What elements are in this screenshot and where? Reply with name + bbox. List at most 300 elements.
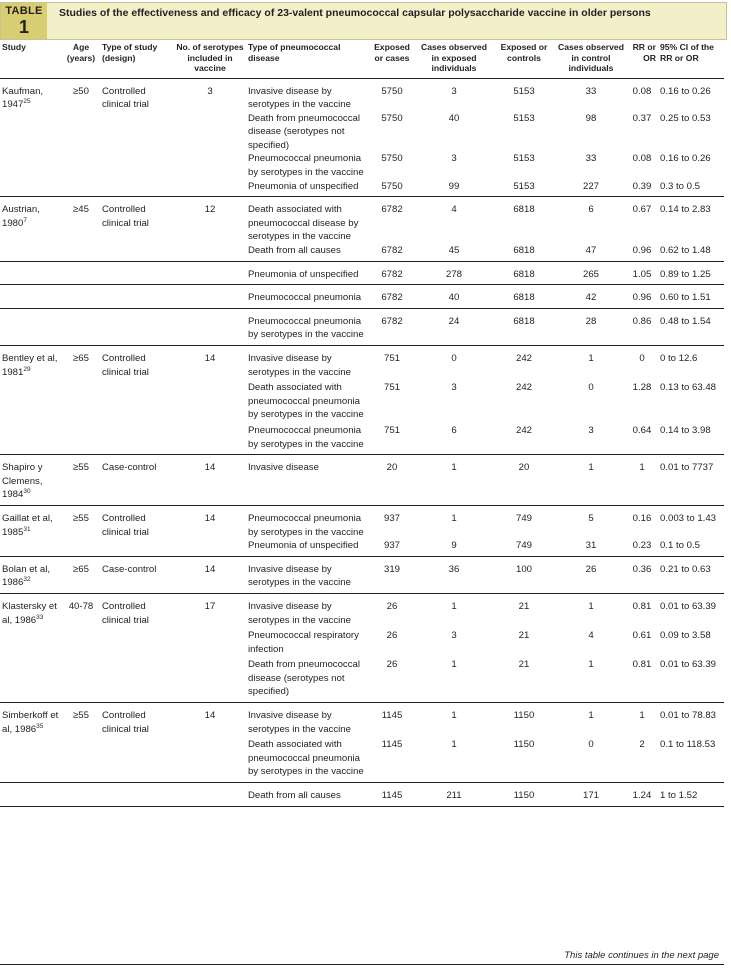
ci-cell: 0.1 to 118.53 — [658, 736, 724, 782]
serotypes-cell — [174, 783, 246, 807]
exposed-controls-cell: 5153 — [513, 112, 535, 124]
study-name: Austrian, 1980 — [2, 204, 40, 229]
col-study: Study — [0, 42, 62, 78]
observed-controls-cell: 1 — [556, 455, 626, 506]
ci-cell: 0.01 to 78.83 — [660, 710, 717, 722]
exposed-controls-cell: 5153 — [513, 153, 535, 165]
exposed-controls-cell: 242 — [515, 353, 532, 364]
observed-exposed-cell: 24 — [416, 308, 492, 345]
serotypes-cell: 14 — [204, 710, 216, 722]
table-row — [0, 346, 724, 380]
disease-cell: Pneumococcal pneumonia by serotypes in the vaccine — [248, 153, 364, 179]
observed-controls-cell: 1 — [556, 656, 626, 702]
table-row — [0, 285, 724, 309]
exposed-cases-cell: 1145 — [368, 783, 416, 807]
observed-exposed-cell: 1 — [416, 455, 492, 506]
ci-cell: 0.01 to 63.39 — [658, 656, 724, 702]
age-cell: ≥50 — [73, 85, 89, 97]
study-name: Kaufman, 1947 — [2, 85, 44, 111]
table-row — [0, 112, 724, 153]
disease-cell: Death from all causes — [246, 783, 368, 807]
observed-controls-cell: 227 — [556, 180, 626, 197]
table-row — [0, 455, 724, 506]
disease-cell: Pneumococcal pneumonia — [246, 285, 368, 309]
observed-controls-cell: 98 — [585, 112, 597, 124]
ci-cell: 0.25 to 0.53 — [660, 112, 711, 124]
exposed-cases-cell: 6782 — [368, 244, 416, 261]
rr-cell: 1 — [626, 455, 658, 506]
study-cell — [0, 346, 62, 380]
bottom-rule — [0, 964, 724, 965]
ci-cell: 0.21 to 0.63 — [658, 556, 724, 593]
header-row — [0, 42, 724, 78]
disease-cell: Invasive disease by serotypes in the vaccine — [246, 556, 368, 593]
age-cell — [62, 783, 100, 807]
rr-cell: 0.61 — [632, 630, 652, 642]
study-cell — [0, 736, 62, 782]
table-row — [0, 736, 724, 782]
study-type-cell — [100, 539, 174, 556]
serotypes-cell — [174, 656, 246, 702]
table-row — [0, 78, 724, 112]
observed-controls-cell: 4 — [588, 630, 594, 642]
table-row — [0, 261, 724, 285]
exposed-cases-cell: 5750 — [368, 180, 416, 197]
study-cell — [0, 556, 62, 593]
study-cell — [0, 379, 62, 422]
exposed-cases-cell: 1145 — [381, 710, 403, 722]
ci-cell: 0.14 to 2.83 — [660, 204, 711, 216]
observed-controls-cell: 31 — [556, 539, 626, 556]
table-row — [0, 627, 724, 656]
reference-number: 30 — [23, 488, 31, 496]
exposed-controls-cell: 1150 — [513, 710, 535, 722]
col-ci: 95% CI of the RR or OR — [658, 42, 724, 78]
exposed-cases-cell: 26 — [386, 600, 398, 612]
observed-exposed-cell: 1 — [451, 600, 457, 612]
study-type-cell: Controlled clinical trial — [102, 204, 149, 229]
exposed-cases-cell: 751 — [383, 382, 400, 394]
exposed-controls-cell: 20 — [492, 455, 556, 506]
study-type-cell: Case-control — [100, 455, 174, 506]
study-type-cell — [100, 308, 174, 345]
serotypes-cell: 3 — [207, 85, 213, 97]
study-type-cell: Controlled clinical trial — [102, 710, 149, 735]
observed-exposed-cell: 36 — [416, 556, 492, 593]
study-type-cell — [100, 783, 174, 807]
reference-number: 32 — [23, 576, 31, 584]
disease-cell: Death from all causes — [246, 244, 368, 261]
study-type-cell: Controlled clinical trial — [102, 512, 149, 538]
observed-exposed-cell: 1 — [416, 736, 492, 782]
serotypes-cell — [174, 261, 246, 285]
study-cell — [0, 285, 62, 309]
age-cell: ≥45 — [73, 204, 89, 216]
age-cell — [62, 285, 100, 309]
study-name: Gaillat et al, 1985 — [2, 512, 53, 538]
serotypes-cell — [174, 285, 246, 309]
reference-number: 31 — [23, 525, 31, 533]
exposed-controls-cell: 5153 — [492, 180, 556, 197]
exposed-cases-cell: 6782 — [368, 308, 416, 345]
table-row — [0, 703, 724, 737]
age-cell — [62, 627, 100, 656]
col-type: Type of study (design) — [100, 42, 174, 78]
rr-cell: 0.81 — [626, 656, 658, 702]
rr-cell: 0.64 — [626, 422, 658, 455]
observed-exposed-cell: 40 — [416, 285, 492, 309]
observed-exposed-cell: 6 — [416, 422, 492, 455]
age-cell — [62, 656, 100, 702]
exposed-controls-cell: 6818 — [492, 261, 556, 285]
observed-exposed-cell: 3 — [451, 630, 457, 642]
exposed-cases-cell: 1145 — [368, 736, 416, 782]
age-cell — [62, 736, 100, 782]
exposed-controls-cell: 21 — [492, 656, 556, 702]
disease-cell: Invasive disease by serotypes in the vaccine — [248, 353, 351, 378]
table-row — [0, 593, 724, 627]
observed-controls-cell: 0 — [588, 382, 594, 394]
exposed-cases-cell: 20 — [368, 455, 416, 506]
study-name: Bentley et al, 1981 — [2, 353, 58, 378]
observed-exposed-cell: 40 — [448, 112, 460, 124]
serotypes-cell: 14 — [204, 353, 216, 364]
observed-controls-cell: 1 — [588, 600, 594, 612]
exposed-cases-cell: 26 — [368, 656, 416, 702]
study-cell — [0, 180, 62, 197]
rr-cell: 0.16 — [632, 512, 652, 524]
study-type-cell — [100, 627, 174, 656]
exposed-controls-cell: 100 — [492, 556, 556, 593]
study-type-cell — [100, 244, 174, 261]
table-row — [0, 197, 724, 244]
age-cell: 40-78 — [68, 600, 94, 612]
observed-exposed-cell: 1 — [451, 710, 457, 722]
serotypes-cell — [174, 422, 246, 455]
age-cell: ≥65 — [73, 353, 89, 364]
disease-cell: Death from pneumococcal disease (serotypes not specified) — [248, 112, 360, 151]
study-type-cell — [100, 379, 174, 422]
observed-controls-cell: 265 — [556, 261, 626, 285]
serotypes-cell — [174, 627, 246, 656]
study-name: Simberkoff et al, 1986 — [2, 710, 59, 735]
exposed-cases-cell: 6782 — [368, 261, 416, 285]
age-cell — [62, 152, 100, 179]
ci-cell: 0.16 to 0.26 — [660, 85, 711, 97]
reference-number: 33 — [36, 613, 44, 621]
serotypes-cell — [174, 379, 246, 422]
study-cell — [0, 112, 62, 153]
ci-cell: 0.3 to 0.5 — [658, 180, 724, 197]
observed-exposed-cell: 211 — [416, 783, 492, 807]
exposed-controls-cell: 21 — [518, 600, 530, 612]
observed-controls-cell: 47 — [556, 244, 626, 261]
disease-cell: Pneumococcal pneumonia by serotypes in the vaccine — [248, 512, 364, 538]
table-header-bar — [0, 2, 727, 40]
rr-cell: 0.96 — [626, 244, 658, 261]
study-cell — [0, 197, 62, 244]
serotypes-cell — [174, 112, 246, 153]
observed-controls-cell: 3 — [556, 422, 626, 455]
study-type-cell — [100, 180, 174, 197]
col-exposed-controls: Exposed or controls — [492, 42, 556, 78]
study-name: Klastersky et al, 1986 — [2, 600, 57, 626]
reference-number: 35 — [36, 722, 44, 730]
reference-number: 29 — [23, 365, 31, 373]
exposed-cases-cell: 937 — [368, 539, 416, 556]
study-cell — [0, 593, 62, 627]
exposed-cases-cell: 319 — [368, 556, 416, 593]
exposed-cases-cell: 751 — [383, 353, 400, 364]
table-row — [0, 180, 724, 197]
exposed-cases-cell: 6782 — [368, 285, 416, 309]
age-cell: ≥65 — [62, 556, 100, 593]
col-observed-controls: Cases observed in control individuals — [556, 42, 626, 78]
rr-cell: 1 — [639, 710, 645, 722]
rr-cell: 0.08 — [632, 153, 652, 165]
serotypes-cell — [174, 244, 246, 261]
ci-cell: 0.48 to 1.54 — [658, 308, 724, 345]
rr-cell: 0.39 — [626, 180, 658, 197]
table-number: 1 — [18, 17, 29, 37]
study-cell — [0, 656, 62, 702]
study-type-cell: Controlled clinical trial — [102, 85, 149, 111]
observed-exposed-cell: 1 — [451, 512, 457, 524]
table-row — [0, 556, 724, 593]
exposed-controls-cell: 1150 — [492, 783, 556, 807]
disease-cell: Death associated with pneumococcal disease by serotypes in the vaccine — [248, 204, 359, 243]
rr-cell: 0 — [639, 353, 645, 364]
reference-number: 7 — [23, 216, 27, 224]
serotypes-cell: 14 — [174, 556, 246, 593]
rr-cell: 0.23 — [626, 539, 658, 556]
observed-controls-cell: 33 — [585, 85, 597, 97]
exposed-controls-cell: 6818 — [492, 244, 556, 261]
observed-controls-cell: 28 — [556, 308, 626, 345]
table-row — [0, 308, 724, 345]
observed-controls-cell: 0 — [556, 736, 626, 782]
table-row — [0, 539, 724, 556]
serotypes-cell: 17 — [204, 600, 216, 612]
age-cell — [62, 261, 100, 285]
serotypes-cell — [174, 736, 246, 782]
study-type-cell — [100, 285, 174, 309]
study-cell — [0, 783, 62, 807]
table-row — [0, 783, 724, 807]
age-cell — [62, 308, 100, 345]
exposed-controls-cell: 5153 — [513, 85, 535, 97]
exposed-cases-cell: 751 — [368, 422, 416, 455]
study-type-cell: Controlled clinical trial — [102, 600, 149, 626]
exposed-controls-cell: 6818 — [492, 285, 556, 309]
observed-exposed-cell: 3 — [451, 153, 457, 165]
ci-cell: 0.89 to 1.25 — [658, 261, 724, 285]
observed-exposed-cell: 278 — [416, 261, 492, 285]
study-type-cell — [100, 656, 174, 702]
table-body — [0, 78, 724, 806]
serotypes-cell: 14 — [204, 512, 216, 524]
ci-cell: 0.003 to 1.43 — [660, 512, 717, 524]
study-cell — [0, 308, 62, 345]
study-type-cell — [100, 152, 174, 179]
exposed-cases-cell: 5750 — [381, 112, 403, 124]
exposed-controls-cell: 242 — [492, 422, 556, 455]
disease-cell: Invasive disease by serotypes in the vaccine — [248, 85, 351, 111]
observed-exposed-cell: 4 — [451, 204, 457, 216]
disease-cell: Invasive disease by serotypes in the vaccine — [248, 600, 351, 626]
table-row — [0, 505, 724, 539]
rr-cell: 0.81 — [632, 600, 652, 612]
serotypes-cell — [174, 539, 246, 556]
observed-controls-cell: 1 — [588, 353, 594, 364]
rr-cell: 0.36 — [626, 556, 658, 593]
study-cell — [0, 455, 62, 506]
age-cell: ≥55 — [73, 710, 89, 722]
col-age: Age (years) — [62, 42, 100, 78]
rr-cell: 0.96 — [626, 285, 658, 309]
study-type-cell — [100, 422, 174, 455]
col-serotypes: No. of serotypes included in vaccine — [174, 42, 246, 78]
table-row — [0, 379, 724, 422]
age-cell — [62, 379, 100, 422]
study-cell — [0, 244, 62, 261]
ci-cell: 0.62 to 1.48 — [658, 244, 724, 261]
disease-cell: Pneumonia of unspecified — [246, 180, 368, 197]
ci-cell: 1 to 1.52 — [658, 783, 724, 807]
serotypes-cell: 14 — [174, 455, 246, 506]
study-cell — [0, 505, 62, 539]
observed-exposed-cell: 99 — [416, 180, 492, 197]
age-cell — [62, 539, 100, 556]
ci-cell: 0.1 to 0.5 — [658, 539, 724, 556]
disease-cell: Pneumococcal respiratory infection — [248, 630, 359, 655]
study-cell — [0, 152, 62, 179]
exposed-controls-cell: 6818 — [492, 308, 556, 345]
observed-controls-cell: 1 — [588, 710, 594, 722]
observed-exposed-cell: 0 — [451, 353, 457, 364]
observed-exposed-cell: 3 — [451, 382, 457, 394]
observed-controls-cell: 26 — [556, 556, 626, 593]
study-cell — [0, 703, 62, 737]
age-cell — [62, 180, 100, 197]
exposed-controls-cell: 21 — [518, 630, 530, 642]
ci-cell: 0.16 to 0.26 — [660, 153, 711, 165]
reference-number: 25 — [23, 98, 31, 106]
study-cell — [0, 539, 62, 556]
col-disease: Type of pneumococcal disease — [246, 42, 368, 78]
exposed-cases-cell: 5750 — [381, 153, 403, 165]
disease-cell: Invasive disease by serotypes in the vaccine — [248, 710, 351, 735]
rr-cell: 1.24 — [626, 783, 658, 807]
col-rr: RR or OR — [626, 42, 658, 78]
disease-cell: Death associated with pneumococcal pneumonia by serotypes in the vaccine — [246, 736, 368, 782]
rr-cell: 1.05 — [626, 261, 658, 285]
age-cell: ≥55 — [73, 512, 89, 524]
age-cell — [62, 112, 100, 153]
table-badge — [1, 3, 47, 39]
ci-cell: 0.01 to 63.39 — [660, 600, 717, 612]
ci-cell: 0.09 to 3.58 — [660, 630, 711, 642]
col-exposed-cases: Exposed or cases — [368, 42, 416, 78]
table-row — [0, 422, 724, 455]
study-type-cell — [100, 736, 174, 782]
serotypes-cell — [174, 308, 246, 345]
study-cell — [0, 627, 62, 656]
study-type-cell: Case-control — [100, 556, 174, 593]
exposed-controls-cell: 6818 — [513, 204, 535, 216]
observed-controls-cell: 33 — [585, 153, 597, 165]
col-observed-exposed: Cases observed in exposed individuals — [416, 42, 492, 78]
serotypes-cell: 12 — [204, 204, 216, 216]
observed-controls-cell: 42 — [556, 285, 626, 309]
age-cell — [62, 244, 100, 261]
exposed-controls-cell: 749 — [492, 539, 556, 556]
exposed-cases-cell: 6782 — [381, 204, 403, 216]
observed-exposed-cell: 9 — [416, 539, 492, 556]
table-continues-note: This table continues in the next page — [564, 950, 719, 961]
table-title: Studies of the effectiveness and efficacy of 23-valent pneumococcal capsular polysaccharide vaccine in older persons — [59, 7, 651, 19]
rr-cell: 2 — [626, 736, 658, 782]
observed-exposed-cell: 1 — [416, 656, 492, 702]
observed-controls-cell: 6 — [588, 204, 594, 216]
disease-cell: Pneumococcal pneumonia by serotypes in the vaccine — [246, 422, 368, 455]
study-name: Shapiro y Clemens, 1984 — [2, 462, 43, 501]
disease-cell: Pneumonia of unspecified — [246, 261, 368, 285]
ci-cell: 0.14 to 3.98 — [658, 422, 724, 455]
rr-cell: 0.67 — [632, 204, 652, 216]
study-type-cell — [100, 112, 174, 153]
observed-exposed-cell: 45 — [416, 244, 492, 261]
observed-controls-cell: 171 — [556, 783, 626, 807]
exposed-cases-cell: 937 — [383, 512, 400, 524]
table-row — [0, 656, 724, 702]
table-row — [0, 244, 724, 261]
ci-cell: 0 to 12.6 — [660, 353, 698, 364]
ci-cell: 0.13 to 63.48 — [660, 382, 717, 394]
observed-controls-cell: 5 — [588, 512, 594, 524]
study-name: Bolan et al, 1986 — [2, 563, 51, 589]
ci-cell: 0.01 to 7737 — [658, 455, 724, 506]
exposed-controls-cell: 749 — [515, 512, 532, 524]
observed-exposed-cell: 3 — [451, 85, 457, 97]
exposed-cases-cell: 26 — [386, 630, 398, 642]
table-row — [0, 152, 724, 179]
serotypes-cell — [174, 180, 246, 197]
study-cell — [0, 422, 62, 455]
serotypes-cell — [174, 152, 246, 179]
exposed-cases-cell: 5750 — [381, 85, 403, 97]
disease-cell: Invasive disease — [246, 455, 368, 506]
rr-cell: 1.28 — [632, 382, 652, 394]
exposed-controls-cell: 242 — [515, 382, 532, 394]
disease-cell: Pneumococcal pneumonia by serotypes in the vaccine — [246, 308, 368, 345]
disease-cell: Pneumonia of unspecified — [246, 539, 368, 556]
ci-cell: 0.60 to 1.51 — [658, 285, 724, 309]
study-type-cell — [100, 261, 174, 285]
age-cell — [62, 422, 100, 455]
rr-cell: 0.37 — [632, 112, 652, 124]
rr-cell: 0.08 — [632, 85, 652, 97]
rr-cell: 0.86 — [626, 308, 658, 345]
disease-cell: Death associated with pneumococcal pneumonia by serotypes in the vaccine — [248, 382, 364, 421]
study-type-cell: Controlled clinical trial — [102, 353, 149, 378]
studies-table — [0, 42, 724, 807]
study-cell — [0, 78, 62, 112]
exposed-controls-cell: 1150 — [492, 736, 556, 782]
table-label: TABLE — [5, 5, 43, 17]
study-cell — [0, 261, 62, 285]
age-cell: ≥55 — [62, 455, 100, 506]
